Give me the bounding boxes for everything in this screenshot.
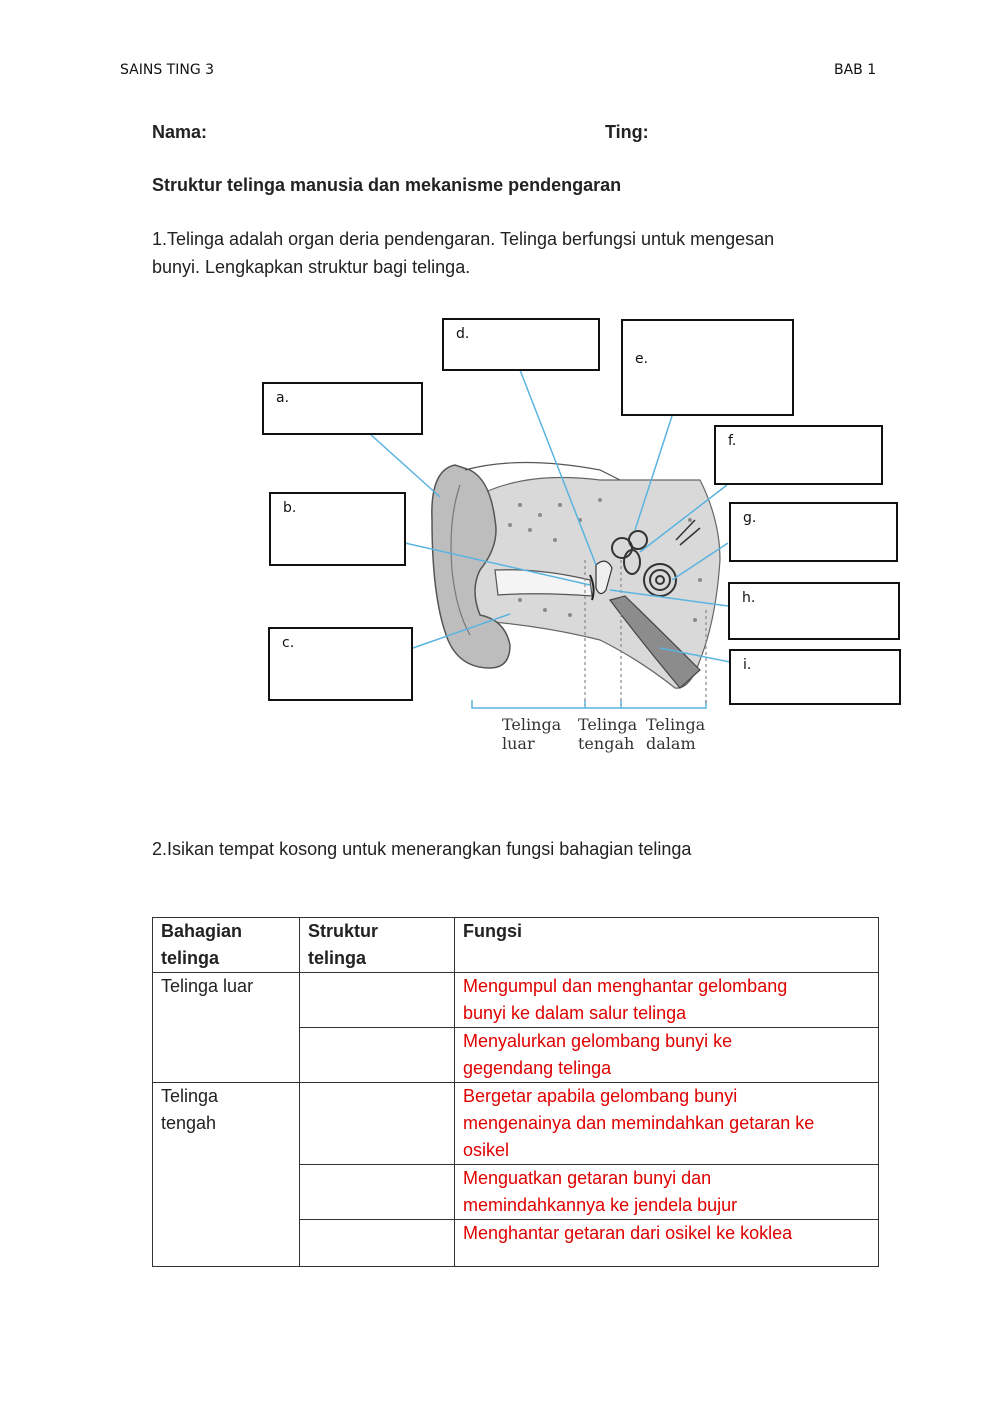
structure-answer-3[interactable] xyxy=(300,1083,455,1165)
region-middle-l2: tengah xyxy=(578,734,635,753)
function-3 xyxy=(455,1083,879,1165)
structure-answer-4[interactable] xyxy=(300,1165,455,1220)
header-structure-l1: Struktur xyxy=(308,921,379,941)
function-1-l1: Mengumpul dan menghantar gelombang xyxy=(463,976,788,996)
part-middle-l1: Telinga xyxy=(161,1086,219,1106)
function-5 xyxy=(455,1220,879,1267)
function-2-l1: Menyalurkan gelombang bunyi ke xyxy=(463,1031,733,1051)
label-box-c[interactable]: c. xyxy=(268,627,413,701)
header-part xyxy=(153,918,300,973)
function-4-l2: memindahkannya ke jendela bujur xyxy=(463,1195,738,1215)
function-3-l2: mengenainya dan memindahkan getaran ke xyxy=(463,1113,815,1133)
worksheet-title: Struktur telinga manusia dan mekanisme pendengaran xyxy=(152,175,622,195)
label-box-g[interactable]: g. xyxy=(729,502,898,562)
header-structure-l2: telinga xyxy=(308,948,367,968)
function-4-l1: Menguatkan getaran bunyi dan xyxy=(463,1168,712,1188)
header-part-l1: Bahagian xyxy=(161,921,243,941)
header-left: SAINS TING 3 xyxy=(120,62,215,78)
function-1-l2: bunyi ke dalam salur telinga xyxy=(463,1003,687,1023)
region-middle-l1: Telinga xyxy=(578,715,638,734)
label-box-e[interactable]: e. xyxy=(621,319,794,416)
function-table xyxy=(152,917,879,1267)
region-inner-l1: Telinga xyxy=(646,715,706,734)
function-3-l1: Bergetar apabila gelombang bunyi xyxy=(463,1086,738,1106)
part-outer-ear: Telinga luar xyxy=(153,973,300,1083)
structure-answer-5[interactable] xyxy=(300,1220,455,1267)
label-box-i[interactable]: i. xyxy=(729,649,901,705)
question-1-line1: 1.Telinga adalah organ deria pendengaran. Telinga berfungsi untuk mengesan xyxy=(152,229,775,249)
header-structure xyxy=(300,918,455,973)
structure-answer-1[interactable] xyxy=(300,973,455,1028)
label-box-h[interactable]: h. xyxy=(728,582,900,640)
structure-answer-2[interactable] xyxy=(300,1028,455,1083)
label-box-f[interactable]: f. xyxy=(714,425,883,485)
function-2-l2: gegendang telinga xyxy=(463,1058,612,1078)
table-header-row xyxy=(153,918,879,973)
label-box-d[interactable]: d. xyxy=(442,318,600,371)
header-function: Fungsi xyxy=(455,918,879,973)
function-2 xyxy=(455,1028,879,1083)
ear-illustration xyxy=(432,463,720,709)
part-middle-ear xyxy=(153,1083,300,1267)
function-5-l1: Menghantar getaran dari osikel ke koklea xyxy=(463,1223,793,1243)
table-row xyxy=(153,1083,879,1165)
label-box-a[interactable]: a. xyxy=(262,382,423,435)
region-inner-l2: dalam xyxy=(646,734,696,753)
header-part-l2: telinga xyxy=(161,948,220,968)
part-middle-l2: tengah xyxy=(161,1113,217,1133)
label-box-b[interactable]: b. xyxy=(269,492,406,566)
header-right: BAB 1 xyxy=(834,62,877,78)
class-label: Ting: xyxy=(605,122,649,142)
table-row xyxy=(153,973,879,1028)
function-3-l3: osikel xyxy=(463,1140,510,1160)
question-2: 2.Isikan tempat kosong untuk menerangkan fungsi bahagian telinga xyxy=(152,839,692,859)
region-outer-l1: Telinga xyxy=(502,715,562,734)
name-label: Nama: xyxy=(152,122,208,142)
function-1 xyxy=(455,973,879,1028)
function-4 xyxy=(455,1165,879,1220)
question-1-line2: bunyi. Lengkapkan struktur bagi telinga. xyxy=(152,257,471,277)
region-outer-l2: luar xyxy=(502,734,535,753)
